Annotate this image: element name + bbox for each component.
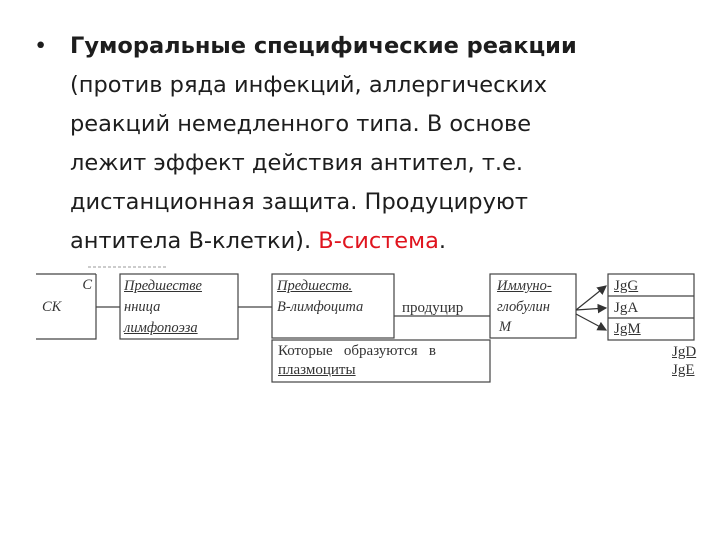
bullet-line-6-end: . bbox=[438, 228, 447, 254]
bullet-line-5: дистанционная защита. Продуцируют bbox=[70, 189, 528, 215]
bullet-line-4: лежит эффект действия антител, т.е. bbox=[70, 150, 524, 176]
box4-line3: М bbox=[499, 319, 512, 335]
bullet-heading: Гуморальные специфические реакции bbox=[70, 33, 577, 59]
box2-line3: лимфопоэза bbox=[124, 320, 198, 336]
arrow-to-jgg bbox=[576, 286, 606, 310]
arrow-to-jga bbox=[576, 308, 606, 310]
bullet-line-6-text: антитела В-клетки). bbox=[70, 228, 319, 254]
produces-label: продуцир bbox=[402, 300, 464, 316]
box2-line2: нница bbox=[124, 299, 161, 315]
plasma-note-line2: плазмоциты bbox=[278, 362, 356, 378]
class-jgg: JgG bbox=[614, 278, 639, 294]
bullet-line-2: (против ряда инфекций, аллергических bbox=[70, 72, 548, 98]
b-system-highlight: В-система bbox=[318, 228, 439, 254]
class-jge: JgE bbox=[672, 362, 695, 378]
box1-line1: С bbox=[82, 277, 92, 293]
arrow-to-jgm bbox=[576, 314, 606, 330]
box3-line2: В-лимфоцита bbox=[277, 299, 364, 315]
box4-line1: Иммуно- bbox=[497, 278, 552, 294]
class-jga: JgA bbox=[614, 300, 639, 316]
class-jgm: JgM bbox=[614, 321, 641, 337]
bullet-line-6 bbox=[70, 222, 674, 261]
bullet-dot: • bbox=[34, 33, 48, 59]
box1-line2: СК bbox=[42, 299, 62, 315]
class-jgd: JgD bbox=[672, 344, 697, 360]
box4-line2: глобулин bbox=[497, 299, 550, 315]
box2-line1: Предшестве bbox=[124, 278, 202, 294]
bullet-paragraph bbox=[34, 27, 674, 261]
box3-line1: Предшеств. bbox=[277, 278, 353, 294]
plasma-note-line1: Которые образуются в bbox=[278, 343, 436, 359]
bullet-line-3: реакций немедленного типа. В основе bbox=[70, 111, 532, 137]
